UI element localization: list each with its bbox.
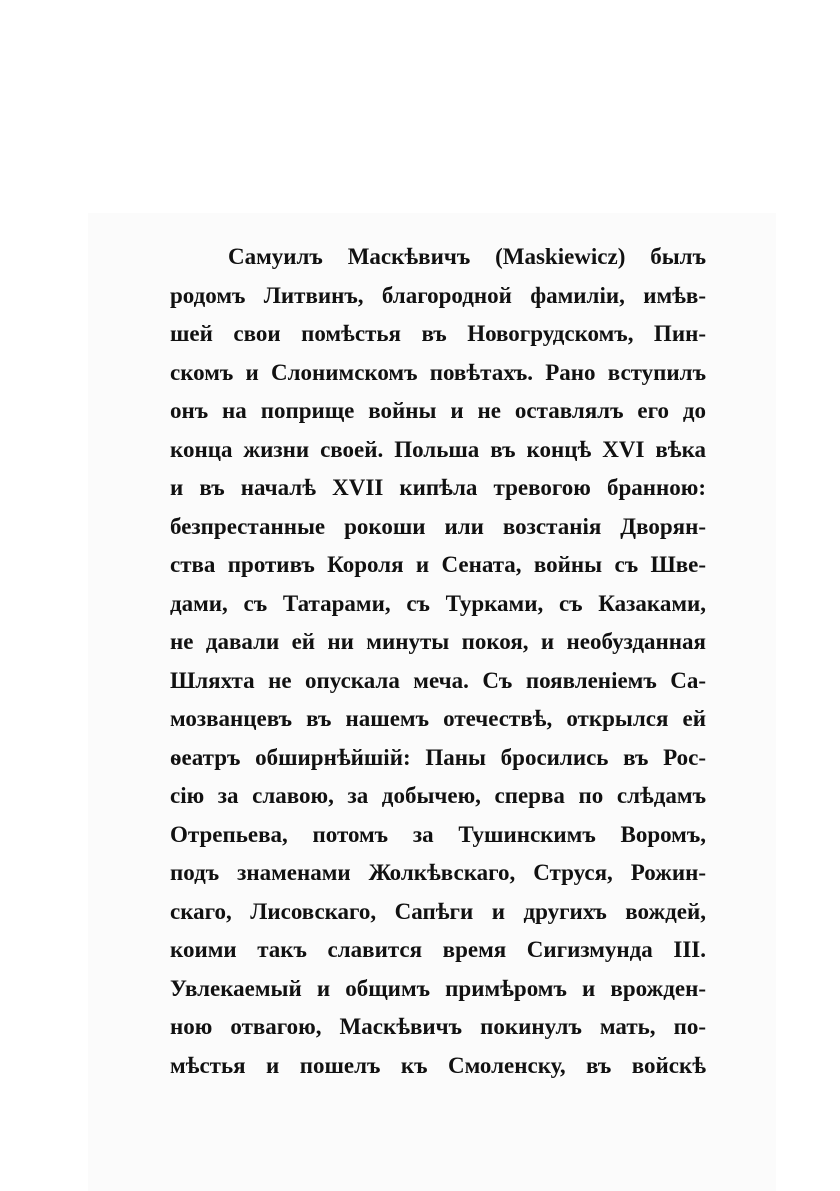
text-line: Шляхта не опускала меча. Съ появленіемъ Са- bbox=[170, 667, 706, 693]
text-line: Самуилъ Маскѣвичъ (Maskiewicz) былъ bbox=[228, 244, 706, 269]
text-line: Увлекаемый и общимъ примѣромъ и врожден- bbox=[170, 975, 706, 1001]
text-line: родомъ Литвинъ, благородной фамиліи, имѣв- bbox=[170, 282, 706, 308]
text-line: ѳеатръ обширнѣйшій: Паны бросились въ Рос- bbox=[170, 744, 706, 770]
text-line: шей свои помѣстья въ Новогрудскомъ, Пин- bbox=[170, 321, 706, 346]
text-line: коими такъ славится время Сигизмунда III. bbox=[170, 937, 706, 962]
text-line: мѣстья и пошелъ къ Смоленску, въ войскѣ bbox=[170, 1052, 706, 1078]
text-line: Отрепьева, потомъ за Тушинскимъ Воромъ, bbox=[170, 821, 706, 847]
text-line: онъ на поприще войны и не оставлялъ его до bbox=[170, 398, 706, 423]
text-line: подъ знаменами Жолкѣвскаго, Струся, Рожин- bbox=[170, 860, 706, 885]
text-line: мозванцевъ въ нашемъ отечествѣ, открылся ей bbox=[170, 706, 706, 731]
text-line: безпрестанные рокоши или возстанія Дворян- bbox=[170, 513, 706, 539]
body-text bbox=[170, 238, 706, 1085]
text-line: конца жизни своей. Польша въ концѣ XVI вѣка bbox=[170, 436, 706, 462]
text-line: скаго, Лисовскаго, Сапѣги и другихъ вождей, bbox=[170, 898, 706, 924]
text-line: ною отвагою, Маскѣвичъ покинулъ мать, по- bbox=[170, 1014, 706, 1039]
text-line: и въ началѣ XVII кипѣла тревогою бранною: bbox=[170, 475, 706, 500]
text-line: не давали ей ни минуты покоя, и необузданная bbox=[170, 629, 706, 654]
text-line: дами, съ Татарами, съ Турками, съ Казаками, bbox=[170, 590, 706, 616]
text-line: ства противъ Короля и Сената, войны съ Шве- bbox=[170, 552, 706, 577]
text-line: скомъ и Слонимскомъ повѣтахъ. Рано вступилъ bbox=[170, 359, 706, 385]
text-line: сію за славою, за добычею, сперва по слѣдамъ bbox=[170, 783, 706, 808]
